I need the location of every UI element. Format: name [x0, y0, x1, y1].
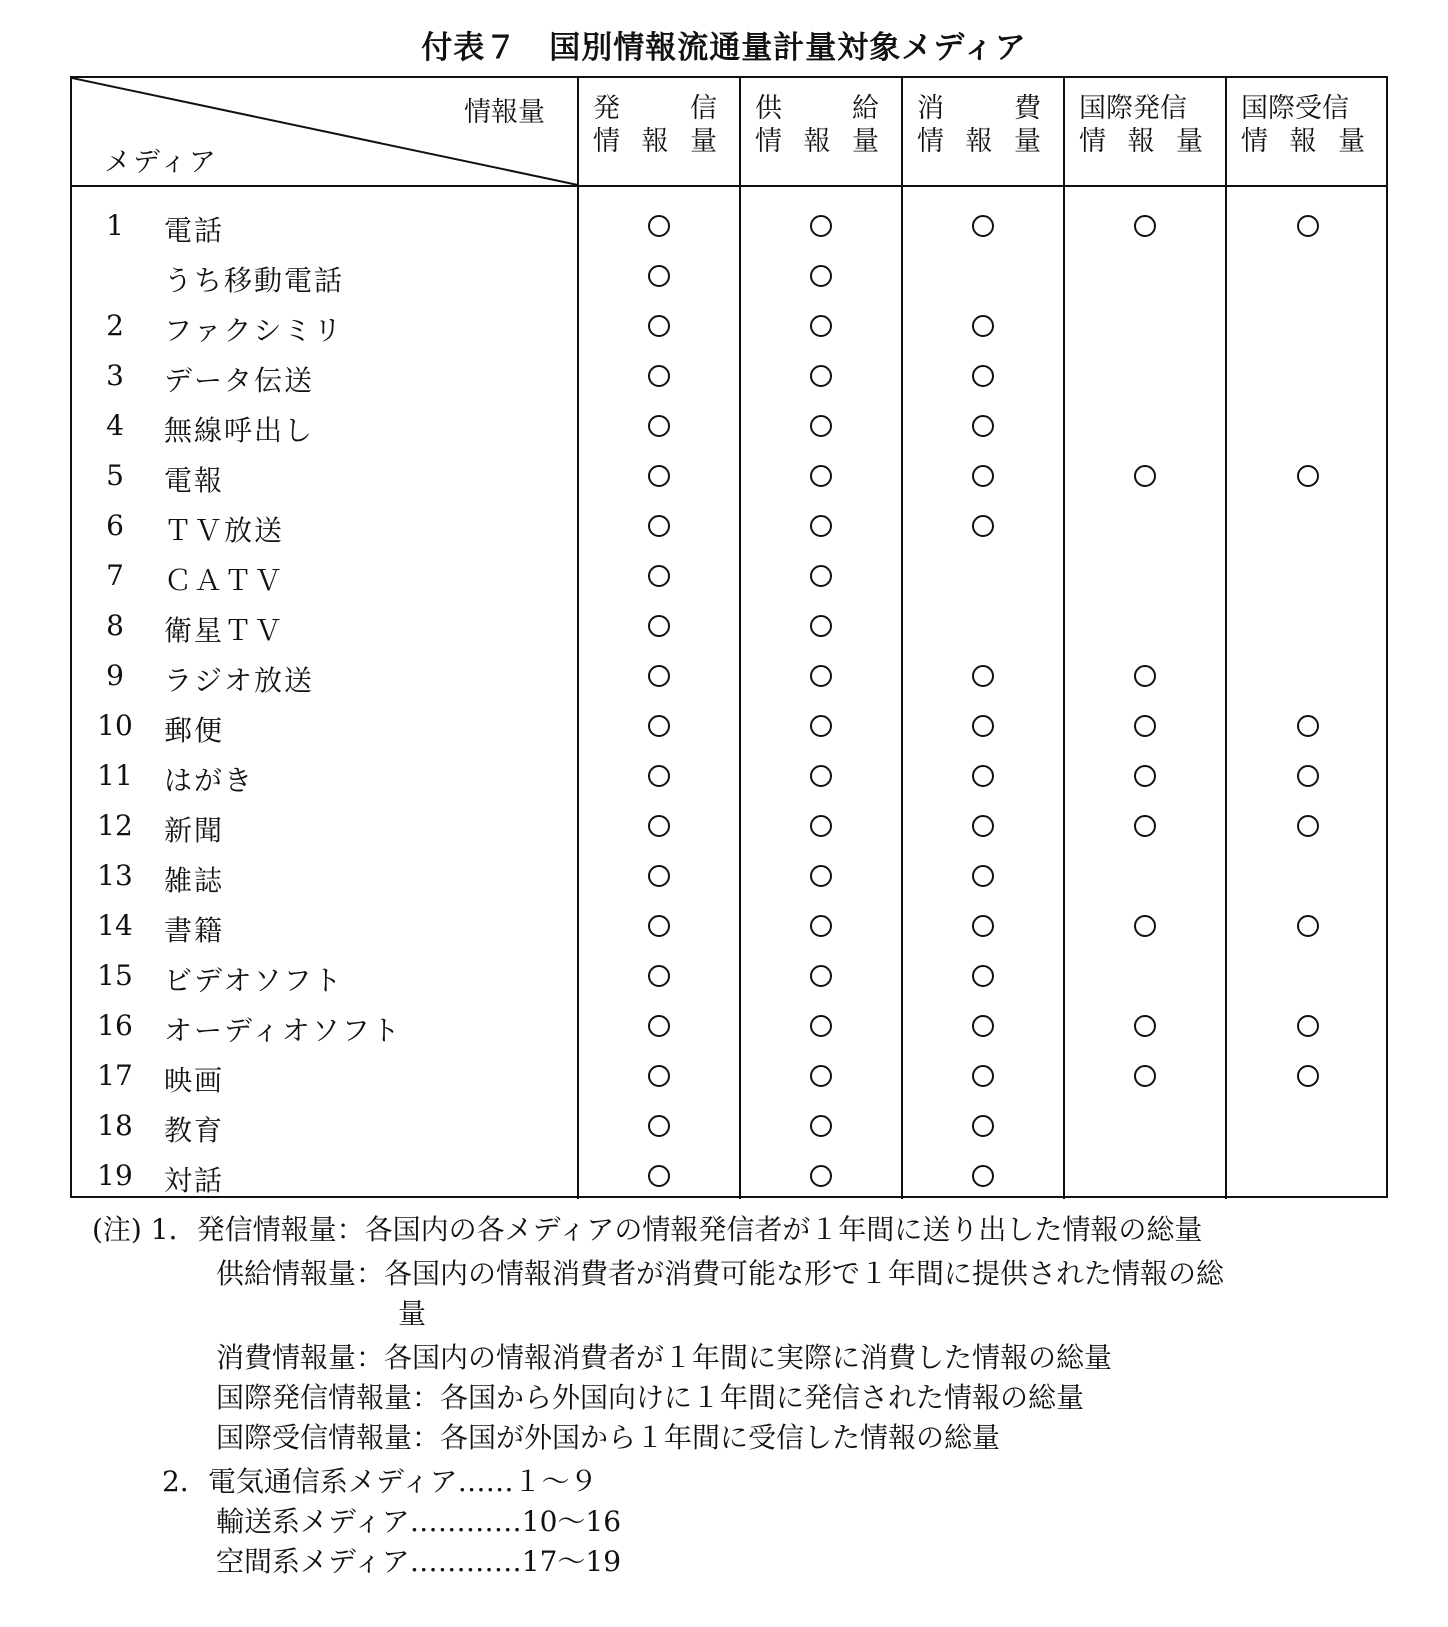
circle-mark-icon [972, 765, 994, 787]
intl-send-column [1064, 186, 1226, 1199]
media-row [72, 299, 577, 349]
media-table [72, 78, 1388, 1199]
circle-mark-icon [810, 415, 832, 437]
media-row [72, 699, 577, 749]
circle-mark-icon [648, 1165, 670, 1187]
mark-cell [741, 1099, 901, 1149]
mark-cell [903, 699, 1063, 749]
circle-mark-icon [1297, 465, 1319, 487]
intl-receive-column [1226, 186, 1388, 1199]
circle-mark-icon [810, 1065, 832, 1087]
circle-mark-icon [1297, 215, 1319, 237]
media-row-number: 13 [97, 859, 133, 892]
mark-cell [579, 499, 739, 549]
media-row-name: データ伝送 [164, 364, 315, 397]
circle-mark-icon [972, 715, 994, 737]
mark-cell [741, 749, 901, 799]
circle-mark-icon [972, 1015, 994, 1037]
mark-cell [1065, 599, 1225, 649]
media-row-name: 電報 [164, 464, 225, 497]
corner-label-quantity: 情報量 [464, 97, 545, 128]
mark-cell [1227, 499, 1388, 549]
media-row-name: ファクシミリ [164, 314, 344, 347]
mark-cell [1065, 999, 1225, 1049]
mark-cell [903, 1049, 1063, 1099]
mark-cell [1227, 549, 1388, 599]
circle-mark-icon [810, 1165, 832, 1187]
mark-cell [579, 799, 739, 849]
circle-mark-icon [648, 865, 670, 887]
note-line: 供給情報量：各国内の情報消費者が消費可能な形で１年間に提供された情報の総 [216, 1257, 1225, 1290]
media-row-number: 10 [97, 709, 133, 742]
consume-column [902, 186, 1064, 1199]
circle-mark-icon [1134, 665, 1156, 687]
media-row-name: 雑誌 [164, 864, 225, 897]
mark-cell [903, 499, 1063, 549]
mark-cell [903, 199, 1063, 249]
media-row [72, 199, 577, 249]
circle-mark-icon [648, 415, 670, 437]
circle-mark-icon [810, 965, 832, 987]
mark-cell [579, 999, 739, 1049]
mark-cell [741, 549, 901, 599]
mark-cell [1065, 899, 1225, 949]
circle-mark-icon [810, 1015, 832, 1037]
circle-mark-icon [972, 315, 994, 337]
circle-mark-icon [972, 215, 994, 237]
media-row-number: 4 [106, 409, 124, 442]
mark-cell [741, 249, 901, 299]
send-column [578, 186, 740, 1199]
media-row-name: 教育 [164, 1114, 225, 1147]
circle-mark-icon [1134, 815, 1156, 837]
mark-cell [1065, 1149, 1225, 1199]
mark-cell [741, 949, 901, 999]
mark-cell [903, 899, 1063, 949]
mark-cell [1065, 849, 1225, 899]
circle-mark-icon [648, 265, 670, 287]
circle-mark-icon [810, 615, 832, 637]
circle-mark-icon [1134, 215, 1156, 237]
media-row [72, 249, 577, 299]
circle-mark-icon [972, 415, 994, 437]
mark-cell [579, 349, 739, 399]
media-row-name: 衛星ＴＶ [164, 614, 285, 647]
media-row [72, 1099, 577, 1149]
mark-cell [903, 1149, 1063, 1199]
mark-cell [1065, 949, 1225, 999]
mark-cell [579, 649, 739, 699]
mark-cell [741, 399, 901, 449]
header-send-quantity: 発 信 情 報 量 [578, 78, 740, 186]
media-row-name: うち移動電話 [164, 264, 345, 297]
circle-mark-icon [648, 815, 670, 837]
mark-cell [903, 749, 1063, 799]
circle-mark-icon [972, 965, 994, 987]
media-column [72, 186, 578, 1199]
media-row-number: 9 [106, 659, 124, 692]
media-row-name: 新聞 [164, 814, 225, 847]
media-row-number: 8 [106, 609, 124, 642]
media-row-number: 7 [106, 559, 124, 592]
circle-mark-icon [810, 265, 832, 287]
note-line: 国際発信情報量：各国から外国向けに１年間に発信された情報の総量 [216, 1381, 1085, 1414]
media-row-number: 1 [106, 209, 124, 242]
mark-cell [903, 949, 1063, 999]
mark-cell [903, 249, 1063, 299]
table-header-row [72, 78, 1388, 186]
circle-mark-icon [648, 315, 670, 337]
mark-cell [1065, 1099, 1225, 1149]
media-row [72, 749, 577, 799]
circle-mark-icon [810, 515, 832, 537]
mark-cell [1227, 349, 1388, 399]
media-row-number: 19 [97, 1159, 133, 1192]
mark-cell [1227, 649, 1388, 699]
media-row-name: ビデオソフト [164, 964, 344, 997]
media-row-number: 15 [97, 959, 133, 992]
circle-mark-icon [810, 315, 832, 337]
mark-cell [579, 699, 739, 749]
mark-cell [579, 849, 739, 899]
mark-cell [1227, 599, 1388, 649]
media-row [72, 399, 577, 449]
mark-cell [579, 1049, 739, 1099]
header-intl-receive-quantity: 国際受信 情 報 量 [1226, 78, 1388, 186]
mark-cell [903, 599, 1063, 649]
mark-cell [579, 749, 739, 799]
page-title: 付表７ 国別情報流通量計量対象メディア [421, 30, 1027, 66]
mark-cell [579, 549, 739, 599]
mark-cell [1227, 949, 1388, 999]
media-row [72, 1049, 577, 1099]
circle-mark-icon [648, 1015, 670, 1037]
media-row [72, 1149, 577, 1199]
mark-cell [741, 349, 901, 399]
mark-cell [903, 299, 1063, 349]
media-row-number: 18 [97, 1109, 133, 1142]
note-line: 輸送系メディア…………10～16 [216, 1505, 622, 1538]
mark-cell [1065, 1049, 1225, 1099]
mark-cell [1065, 649, 1225, 699]
media-row-name: オーディオソフト [164, 1014, 402, 1047]
header-consume-quantity: 消 費 情 報 量 [902, 78, 1064, 186]
media-row-number: 6 [106, 509, 124, 542]
circle-mark-icon [972, 365, 994, 387]
media-row [72, 599, 577, 649]
mark-cell [1065, 749, 1225, 799]
mark-cell [579, 449, 739, 499]
media-row [72, 849, 577, 899]
mark-cell [1227, 849, 1388, 899]
supply-column [740, 186, 902, 1199]
circle-mark-icon [1134, 715, 1156, 737]
circle-mark-icon [810, 365, 832, 387]
circle-mark-icon [810, 865, 832, 887]
circle-mark-icon [972, 665, 994, 687]
circle-mark-icon [648, 715, 670, 737]
circle-mark-icon [648, 515, 670, 537]
circle-mark-icon [810, 915, 832, 937]
media-row-name: 無線呼出し [164, 414, 315, 447]
circle-mark-icon [648, 665, 670, 687]
circle-mark-icon [648, 915, 670, 937]
mark-cell [579, 899, 739, 949]
media-row-number: 2 [106, 309, 124, 342]
mark-cell [903, 399, 1063, 449]
circle-mark-icon [1134, 465, 1156, 487]
mark-cell [1065, 299, 1225, 349]
mark-cell [1227, 249, 1388, 299]
mark-cell [741, 999, 901, 1049]
mark-cell [1227, 199, 1388, 249]
mark-cell [1227, 1099, 1388, 1149]
mark-cell [1227, 899, 1388, 949]
mark-cell [1065, 549, 1225, 599]
mark-cell [741, 699, 901, 749]
media-row [72, 449, 577, 499]
circle-mark-icon [648, 365, 670, 387]
circle-mark-icon [972, 465, 994, 487]
mark-cell [1065, 399, 1225, 449]
media-row-number: 5 [106, 459, 124, 492]
mark-cell [579, 1099, 739, 1149]
circle-mark-icon [1134, 1065, 1156, 1087]
mark-cell [1065, 799, 1225, 849]
media-row-number: 16 [97, 1009, 133, 1042]
media-row-name: 郵便 [164, 714, 225, 747]
circle-mark-icon [1297, 815, 1319, 837]
circle-mark-icon [810, 665, 832, 687]
media-row-number: 3 [106, 359, 124, 392]
mark-cell [903, 999, 1063, 1049]
circle-mark-icon [972, 1065, 994, 1087]
mark-cell [1227, 1149, 1388, 1199]
circle-mark-icon [1134, 1015, 1156, 1037]
circle-mark-icon [648, 465, 670, 487]
media-row [72, 899, 577, 949]
mark-cell [903, 449, 1063, 499]
mark-cell [903, 849, 1063, 899]
note-line: 量 [398, 1297, 427, 1330]
circle-mark-icon [648, 965, 670, 987]
header-corner-cell [72, 78, 578, 186]
mark-cell [741, 899, 901, 949]
circle-mark-icon [972, 515, 994, 537]
circle-mark-icon [1297, 915, 1319, 937]
mark-cell [1227, 299, 1388, 349]
mark-cell [579, 949, 739, 999]
circle-mark-icon [972, 865, 994, 887]
mark-cell [903, 799, 1063, 849]
mark-cell [1227, 799, 1388, 849]
mark-cell [1227, 749, 1388, 799]
media-row-name: ラジオ放送 [164, 664, 315, 697]
circle-mark-icon [972, 1115, 994, 1137]
media-row [72, 799, 577, 849]
mark-cell [1227, 449, 1388, 499]
mark-cell [1065, 349, 1225, 399]
circle-mark-icon [810, 465, 832, 487]
mark-cell [579, 399, 739, 449]
note-line: 空間系メディア…………17～19 [216, 1545, 622, 1578]
media-row-number: 11 [97, 759, 133, 792]
circle-mark-icon [648, 765, 670, 787]
mark-cell [1227, 699, 1388, 749]
media-row-name: ＴＶ放送 [164, 514, 285, 547]
note-line: 国際受信情報量：各国が外国から１年間に受信した情報の総量 [216, 1421, 1001, 1454]
media-row [72, 649, 577, 699]
mark-cell [1227, 999, 1388, 1049]
table-body-row [72, 186, 1388, 1199]
media-row [72, 549, 577, 599]
media-row-name: 対話 [164, 1164, 225, 1197]
circle-mark-icon [810, 215, 832, 237]
media-row [72, 949, 577, 999]
mark-cell [579, 1149, 739, 1199]
mark-cell [903, 549, 1063, 599]
mark-cell [741, 199, 901, 249]
media-row-number: 17 [97, 1059, 133, 1092]
mark-cell [903, 1099, 1063, 1149]
mark-cell [579, 199, 739, 249]
media-row-name: 書籍 [164, 914, 225, 947]
circle-mark-icon [1297, 765, 1319, 787]
mark-cell [903, 649, 1063, 699]
mark-cell [1227, 1049, 1388, 1099]
mark-cell [741, 599, 901, 649]
mark-cell [1065, 199, 1225, 249]
circle-mark-icon [648, 565, 670, 587]
mark-cell [741, 499, 901, 549]
media-row [72, 499, 577, 549]
header-intl-send-quantity: 国際発信 情 報 量 [1064, 78, 1226, 186]
mark-cell [1227, 399, 1388, 449]
mark-cell [1065, 249, 1225, 299]
circle-mark-icon [1297, 715, 1319, 737]
circle-mark-icon [648, 1115, 670, 1137]
mark-cell [741, 799, 901, 849]
media-row-name: ＣＡＴＶ [164, 564, 285, 597]
circle-mark-icon [972, 1165, 994, 1187]
circle-mark-icon [1134, 765, 1156, 787]
mark-cell [741, 649, 901, 699]
note-line: (注) 1．発信情報量：各国内の各メディアの情報発信者が１年間に送り出した情報の総量 [92, 1213, 1203, 1246]
media-row-number: 12 [97, 809, 133, 842]
circle-mark-icon [1297, 1065, 1319, 1087]
mark-cell [579, 249, 739, 299]
circle-mark-icon [972, 915, 994, 937]
mark-cell [1065, 699, 1225, 749]
media-row-name: はがき [164, 764, 255, 797]
circle-mark-icon [972, 815, 994, 837]
media-row-number: 14 [97, 909, 133, 942]
corner-label-media: メディア [104, 147, 218, 178]
circle-mark-icon [810, 815, 832, 837]
circle-mark-icon [648, 1065, 670, 1087]
media-row-name: 電話 [164, 214, 225, 247]
circle-mark-icon [810, 565, 832, 587]
mark-cell [579, 599, 739, 649]
media-row [72, 999, 577, 1049]
circle-mark-icon [1297, 1015, 1319, 1037]
mark-cell [1065, 499, 1225, 549]
mark-cell [741, 449, 901, 499]
media-row-name: 映画 [164, 1064, 225, 1097]
note-line: 2．電気通信系メディア……１～９ [162, 1465, 598, 1498]
circle-mark-icon [810, 765, 832, 787]
mark-cell [903, 349, 1063, 399]
circle-mark-icon [810, 715, 832, 737]
media-table-frame [70, 76, 1388, 1198]
circle-mark-icon [648, 615, 670, 637]
header-supply-quantity: 供 給 情 報 量 [740, 78, 902, 186]
circle-mark-icon [648, 215, 670, 237]
circle-mark-icon [1134, 915, 1156, 937]
media-row [72, 349, 577, 399]
mark-cell [741, 299, 901, 349]
mark-cell [579, 299, 739, 349]
mark-cell [741, 1149, 901, 1199]
mark-cell [741, 1049, 901, 1099]
mark-cell [741, 849, 901, 899]
mark-cell [1065, 449, 1225, 499]
circle-mark-icon [810, 1115, 832, 1137]
note-line: 消費情報量：各国内の情報消費者が１年間に実際に消費した情報の総量 [216, 1341, 1113, 1374]
